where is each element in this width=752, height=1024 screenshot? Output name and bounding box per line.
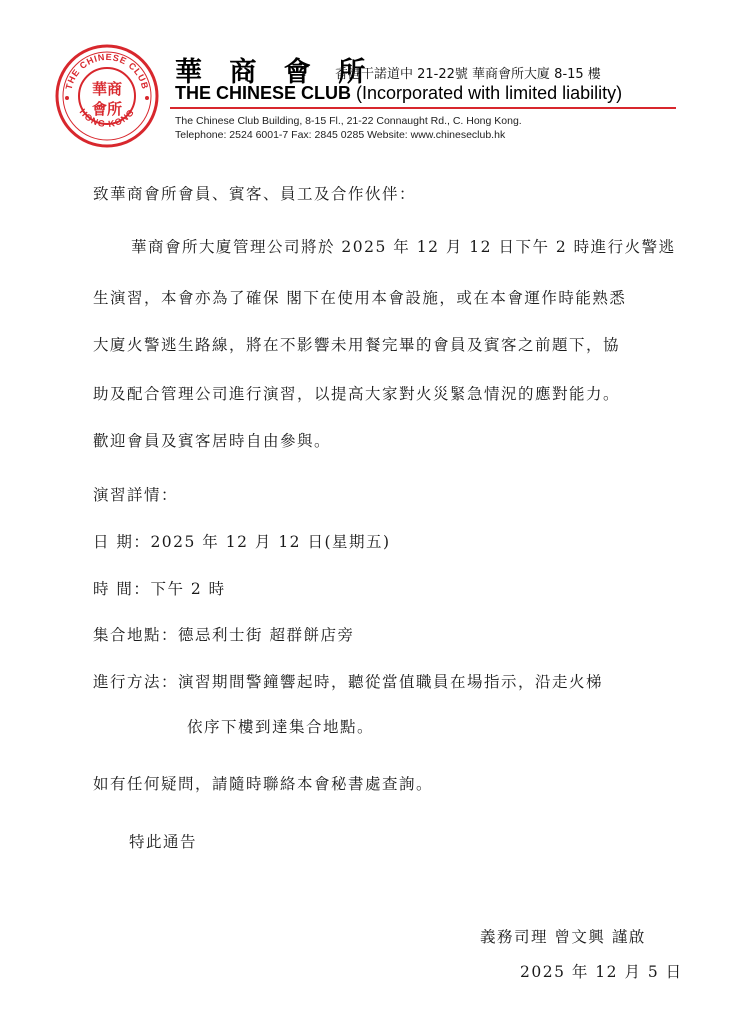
detail-place-value: 德忌利士街 超群餅店旁: [178, 626, 355, 644]
seal-center-text-lower: 會所: [91, 100, 123, 118]
detail-date-label: 日 期：: [93, 533, 151, 551]
paragraph-line-1: 華商會所大廈管理公司將於 2025 年 12 月 12 日下午 2 時進行火警逃: [131, 238, 676, 256]
detail-place-row: [93, 623, 354, 645]
signature-line: 義務司理 曾文興 謹啟: [480, 928, 646, 946]
letter-date: 2025 年 12 月 5 日: [520, 963, 683, 981]
club-name-chinese: 華 商 會 所: [175, 57, 375, 88]
seal-center-text: 華商: [91, 80, 123, 98]
club-name-english: THE CHINESE CLUB: [175, 83, 352, 103]
club-seal-logo: [55, 44, 159, 148]
paragraph-line-2: 生演習，本會亦為了確保 閣下在使用本會設施，或在本會運作時能熟悉: [93, 289, 627, 307]
detail-method-label: 進行方法：: [93, 673, 179, 691]
detail-date-row: [93, 530, 391, 552]
salutation: 致華商會所會員、賓客、員工及合作伙伴：: [93, 185, 417, 203]
details-heading: 演習詳情：: [93, 486, 179, 504]
club-address-english: The Chinese Club Building, 8-15 Fl., 21-22 Connaught Rd., C. Hong Kong.: [175, 115, 522, 127]
club-contact-line: Telephone: 2524 6001-7 Fax: 2845 0285 Website: www.chineseclub.hk: [175, 129, 506, 141]
detail-method-row: [93, 670, 603, 692]
inquiry-line: 如有任何疑問，請隨時聯絡本會秘書處查詢。: [93, 775, 434, 793]
seal-top-text: THE CHINESE CLUB: [63, 51, 151, 91]
detail-time-value: 下午 2 時: [150, 580, 226, 598]
incorporation-note: (Incorporated with limited liability): [356, 83, 623, 103]
seal-bottom-text: HONG KONG: [77, 106, 137, 130]
detail-method-value: 演習期間警鐘響起時，聽從當值職員在場指示，沿走火梯: [178, 673, 604, 691]
detail-time-row: [93, 577, 226, 599]
detail-place-label: 集合地點：: [93, 626, 179, 644]
paragraph-line-4: 助及配合管理公司進行演習，以提高大家對火災緊急情況的應對能力。: [93, 385, 621, 403]
paragraph-line-3: 大廈火警逃生路線，將在不影響未用餐完畢的會員及賓客之前題下，協: [93, 336, 621, 354]
club-address-chinese: 香港干諾道中 21-22號 華商會所大廈 8-15 樓: [335, 67, 601, 82]
notice-line: 特此通告: [129, 833, 198, 851]
detail-method-value-line-2: 依序下樓到達集合地點。: [187, 718, 375, 736]
club-name-english-line: [175, 83, 622, 104]
paragraph-line-5: 歡迎會員及賓客居時自由參與。: [93, 432, 332, 450]
letterhead-divider: [170, 107, 676, 109]
detail-date-value: 2025 年 12 月 12 日(星期五): [150, 533, 391, 551]
detail-time-label: 時 間：: [93, 580, 151, 598]
